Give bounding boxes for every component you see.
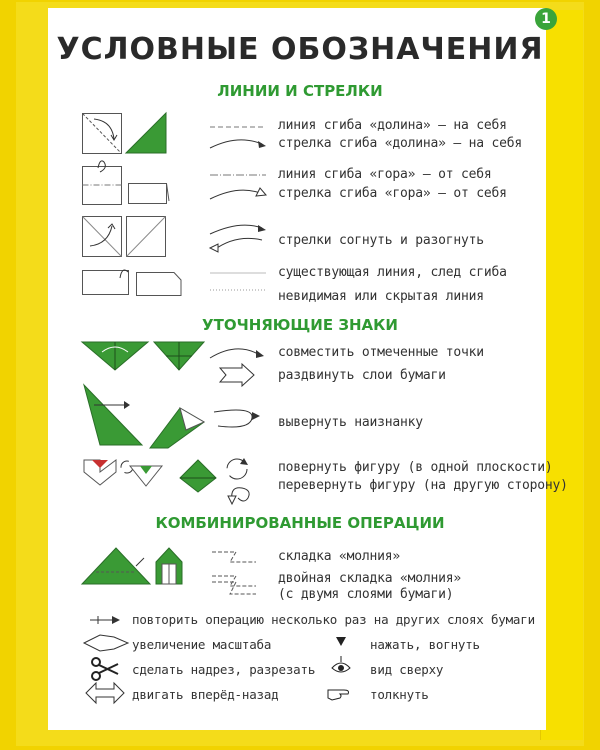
rotated-shape-icon: [130, 466, 164, 488]
spread-layers-arrow-icon: [220, 364, 260, 386]
mountain-fold-square-icon: [82, 158, 122, 206]
label-flip: перевернуть фигуру (на другую сторону): [278, 478, 568, 493]
label-push: толкнуть: [370, 687, 429, 702]
label-double-zigzag: двойная складка «молния»: [278, 571, 462, 586]
inside-out-shape-icon: [84, 385, 144, 447]
inside-out-result-icon: [150, 408, 206, 448]
label-valley-arrow: стрелка сгиба «долина» — на себя: [278, 136, 523, 151]
label-cut: сделать надрез, разрезать: [132, 662, 316, 677]
match-points-arrow-icon: [210, 344, 266, 360]
label-repeat: повторить операцию несколько раз на других слоях бумаги: [132, 612, 535, 627]
creased-square-icon: [126, 216, 166, 258]
folded-rectangle-icon: [128, 183, 170, 205]
label-double-zigzag-note: (с двумя слоями бумаги): [278, 587, 454, 602]
label-fold-unfold: стрелки согнуть и разогнуть: [278, 233, 484, 248]
section-heading-combined: КОМБИНИРОВАННЫЕ ОПЕРАЦИИ: [155, 514, 445, 532]
label-existing-line: существующая линия, след сгиба: [278, 265, 507, 280]
section-heading-signs: УТОЧНЯЮЩИЕ ЗНАКИ: [202, 316, 398, 334]
label-mountain-line: линия сгиба «гора» — от себя: [278, 167, 492, 182]
label-inside-out: вывернуть наизнанку: [278, 415, 423, 430]
frame-edge: [540, 10, 583, 740]
page-title: УСЛОВНЫЕ ОБОЗНАЧЕНИЯ: [56, 32, 544, 67]
zigzag-fold-triangle-icon: [82, 548, 152, 586]
flip-arrow-icon: [228, 484, 254, 506]
existing-line-icon: [210, 268, 266, 278]
press-icon: [335, 636, 347, 648]
label-mountain-arrow: стрелка сгиба «гора» — от себя: [278, 186, 507, 201]
section-heading-lines: ЛИНИИ И СТРЕЛКИ: [217, 82, 383, 100]
mountain-line-icon: [210, 170, 266, 180]
zigzag-fold-result-icon: [154, 548, 184, 586]
back-forth-arrow-icon: [86, 683, 124, 703]
label-zoom: увеличение масштаба: [132, 637, 272, 652]
page-number-badge: 1: [535, 8, 557, 30]
crease-rectangle-icon: [82, 270, 130, 296]
label-hidden-line: невидимая или скрытая линия: [278, 289, 484, 304]
scissors-icon: [90, 656, 120, 682]
push-hand-icon: [326, 682, 354, 704]
mountain-arrow-icon: [210, 185, 266, 201]
label-move: двигать вперёд-назад: [132, 687, 279, 702]
label-zigzag: складка «молния»: [278, 549, 401, 564]
rotate-shape-icon: [84, 458, 118, 486]
label-match-points: совместить отмеченные точки: [278, 345, 484, 360]
fold-unfold-arrows-icon: [210, 220, 266, 252]
valley-fold-square-icon: [82, 113, 122, 155]
repeat-arrow-icon: [90, 614, 120, 626]
spread-layers-triangle-icon: [154, 342, 206, 372]
zigzag-icon: [212, 548, 260, 568]
flip-shape-icon: [180, 460, 216, 492]
valley-line-icon: [210, 122, 266, 132]
label-press: нажать, вогнуть: [370, 637, 480, 652]
cut-corner-rectangle-icon: [136, 272, 182, 296]
label-rotate: повернуть фигуру (в одной плоскости): [278, 460, 553, 475]
green-triangle-icon: [126, 113, 166, 155]
zoom-arrow-icon: [84, 633, 128, 653]
label-spread-layers: раздвинуть слои бумаги: [278, 368, 446, 383]
fold-unfold-square-icon: [82, 216, 122, 258]
match-points-triangle-icon: [82, 342, 150, 372]
eye-top-view-icon: [330, 656, 352, 678]
hidden-line-icon: [210, 285, 266, 295]
double-zigzag-icon: [212, 572, 260, 600]
label-valley-line: линия сгиба «долина» — на себя: [278, 118, 507, 133]
valley-arrow-icon: [210, 136, 266, 150]
inside-out-arrow-icon: [212, 406, 264, 436]
label-top-view: вид сверху: [370, 662, 444, 677]
rotate-arrow-icon: [224, 456, 250, 482]
